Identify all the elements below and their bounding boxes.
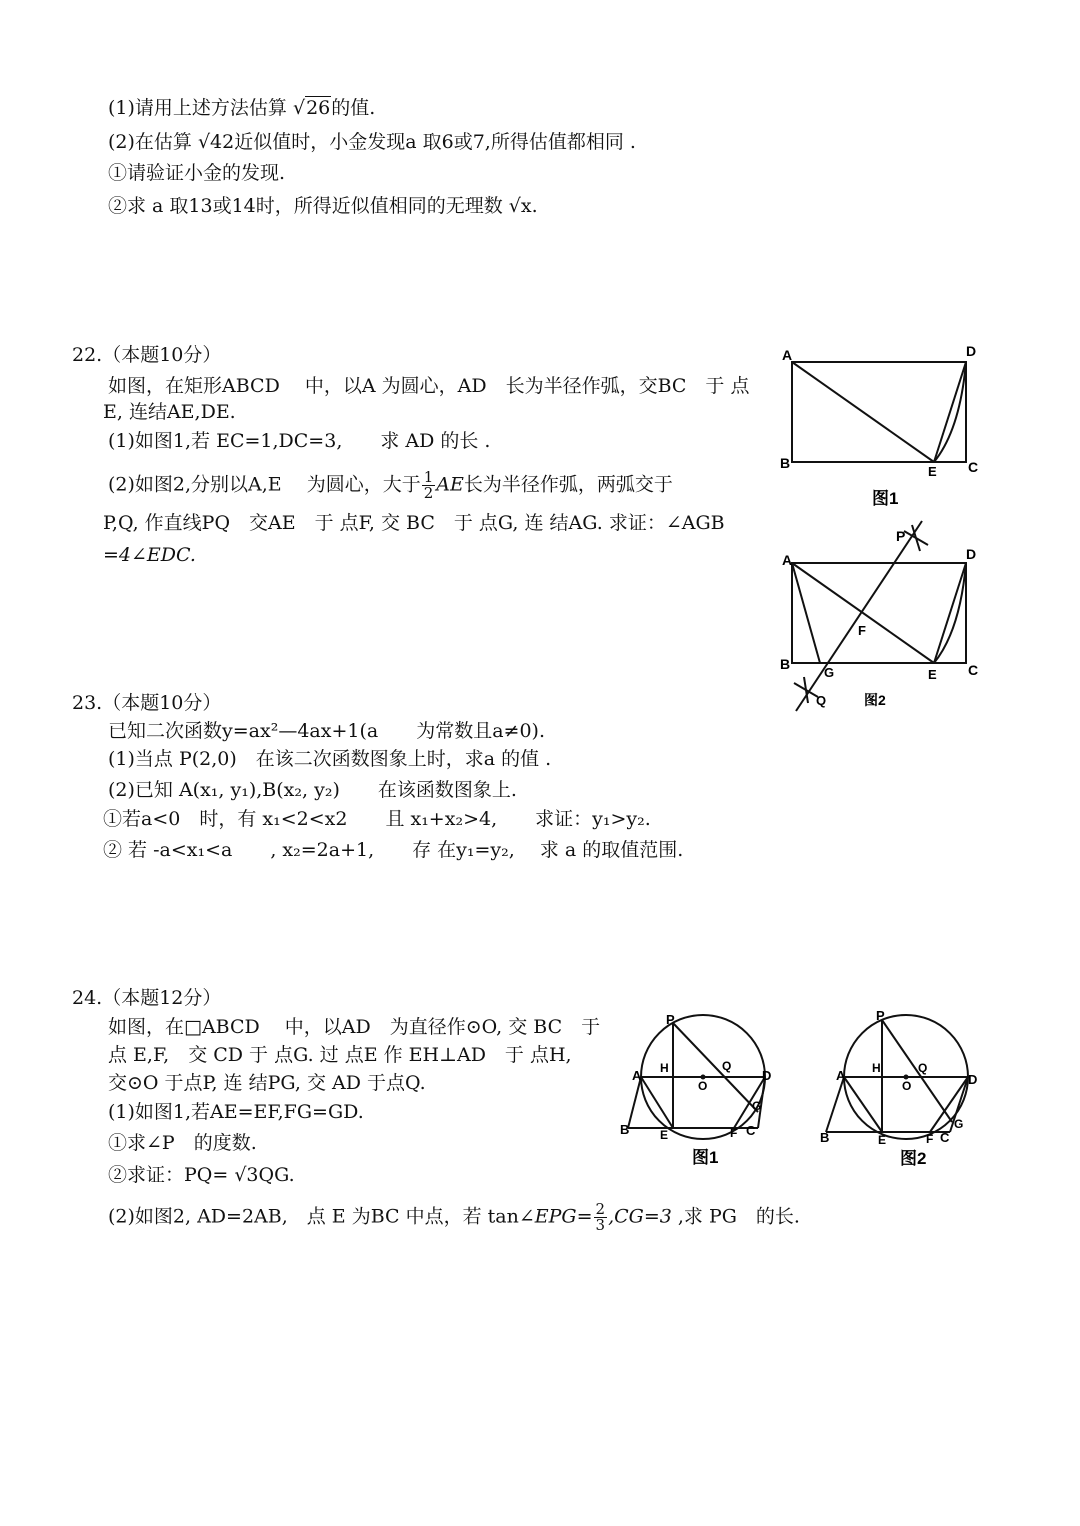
q24-line-4: (1)如图1,若AE=EF,FG=GD. <box>108 1101 364 1123</box>
q21-line-2: (2)在估算 √42近似值时，小金发现a 取6或7,所得估值都相同 . <box>108 131 636 153</box>
label-c: C <box>968 459 979 475</box>
q22-line-4: (2)如图2,分别以A,E 为圆心，大于 $\frac{1}{2}$ AE长为半径作弧，两弧交于 <box>108 468 673 502</box>
label-g: G <box>752 1099 762 1113</box>
label-h: H <box>872 1061 881 1075</box>
rectangle-abcd <box>792 362 966 462</box>
q23-line-4: ①若a<0 时，有 x₁<2<x2 且 x₁+x₂>4, 求证：y₁>y₂. <box>103 808 651 830</box>
q21-line-3: ①请验证小金的发现. <box>108 162 286 184</box>
q23-line-2: (1)当点 P(2,0) 在该二次函数图象上时，求a 的值 . <box>108 748 552 770</box>
label-d: D <box>762 1068 772 1083</box>
label-d: D <box>968 1072 978 1087</box>
q22-line-1: 如图，在矩形ABCD 中，以A 为圆心，AD 长为半径作弧，交BC 于 点 <box>108 375 750 397</box>
q23-line-1: 已知二次函数y=ax²—4ax+1(a 为常数且a≠0). <box>108 720 545 742</box>
label-q: Q <box>918 1061 928 1075</box>
q24-figure-1 <box>618 1008 798 1173</box>
figure-2-caption: 图2 <box>864 692 886 708</box>
segment-ag <box>792 563 820 663</box>
label-p: P <box>896 528 906 544</box>
segment-ae <box>792 563 934 663</box>
rectangle-abcd <box>792 563 966 663</box>
label-e: E <box>928 667 937 682</box>
q24-line-5: ①求∠P 的度数. <box>108 1132 257 1154</box>
q22-figure-2 <box>770 515 990 715</box>
q22-line-2: E, 连结AE,DE. <box>103 401 236 423</box>
label-o: O <box>698 1079 708 1093</box>
q24-line-6: ②求证：PQ= √3QG. <box>108 1164 295 1186</box>
segment-pg <box>673 1023 758 1112</box>
q24-line-2: 点 E,F, 交 CD 于 点G. 过 点E 作 EH⊥AD 于 点H, <box>108 1044 572 1066</box>
side-ab <box>628 1077 641 1128</box>
label-e: E <box>660 1128 669 1142</box>
label-d: D <box>966 546 977 562</box>
q22-line-6: =4∠EDC. <box>103 544 196 566</box>
label-o: O <box>902 1079 912 1093</box>
segment-de <box>934 362 966 462</box>
q22-line-5: P,Q, 作直线PQ 交AE 于 点F, 交 BC 于 点G, 连 结AG. 求证：∠AGB <box>103 512 725 534</box>
label-a: A <box>836 1068 846 1083</box>
q23-line-5: ② 若 -a<x₁<a , x₂=2a+1, 存 在y₁=y₂, 求 a 的取值范围. <box>103 839 684 861</box>
q23-heading: 23.（本题10分） <box>72 692 222 714</box>
q23-line-3: (2)已知 A(x₁, y₁),B(x₂, y₂) 在该函数图象上. <box>108 779 517 801</box>
side-ab <box>826 1077 844 1132</box>
label-g: G <box>954 1117 964 1131</box>
q24-line-3: 交⊙O 于点P, 连 结PG, 交 AD 于点Q. <box>108 1072 426 1094</box>
label-q: Q <box>816 693 827 708</box>
label-f: F <box>730 1126 738 1140</box>
label-a: A <box>782 347 793 363</box>
label-c: C <box>746 1123 756 1138</box>
label-f: F <box>926 1132 934 1146</box>
label-p: P <box>666 1012 675 1027</box>
label-q: Q <box>722 1059 732 1073</box>
label-a: A <box>632 1068 642 1083</box>
q24-figure-2 <box>818 1008 998 1173</box>
label-c: C <box>968 662 979 678</box>
label-c: C <box>940 1130 950 1145</box>
segment-pg <box>882 1020 952 1122</box>
q22-figure-1 <box>770 340 990 510</box>
label-b: B <box>820 1130 830 1145</box>
label-e: E <box>878 1133 887 1147</box>
label-p: P <box>876 1008 885 1023</box>
figure-3-caption: 图1 <box>692 1148 719 1167</box>
label-g: G <box>824 665 835 680</box>
label-d: D <box>966 343 977 359</box>
label-b: B <box>620 1122 630 1137</box>
q21-line-4: ②求 a 取13或14时，所得近似值相同的无理数 √x. <box>108 195 538 217</box>
label-b: B <box>780 656 791 672</box>
segment-ae <box>792 362 934 462</box>
label-f: F <box>858 623 866 638</box>
label-b: B <box>780 455 791 471</box>
q24-line-7: (2)如图2, AD=2AB, 点 E 为BC 中点，若 tan∠EPG= $\frac{2}{3}$ ,CG=3 ,求 PG 的长. <box>108 1200 800 1234</box>
q24-line-1: 如图，在□ABCD 中，以AD 为直径作⊙O, 交 BC 于 <box>108 1016 601 1038</box>
figure-4-caption: 图2 <box>900 1149 927 1168</box>
q22-heading: 22.（本题10分） <box>72 344 222 366</box>
label-a: A <box>782 552 793 568</box>
q24-heading: 24.（本题12分） <box>72 987 222 1009</box>
q21-line-1: (1)请用上述方法估算 √26的值. <box>108 97 376 119</box>
figure-1-caption: 图1 <box>872 489 899 508</box>
q22-line-3: (1)如图1,若 EC=1,DC=3, 求 AD 的长 . <box>108 430 491 452</box>
line-pq <box>796 521 922 711</box>
label-h: H <box>660 1061 669 1075</box>
label-e: E <box>928 464 937 479</box>
segment-de <box>934 563 966 663</box>
